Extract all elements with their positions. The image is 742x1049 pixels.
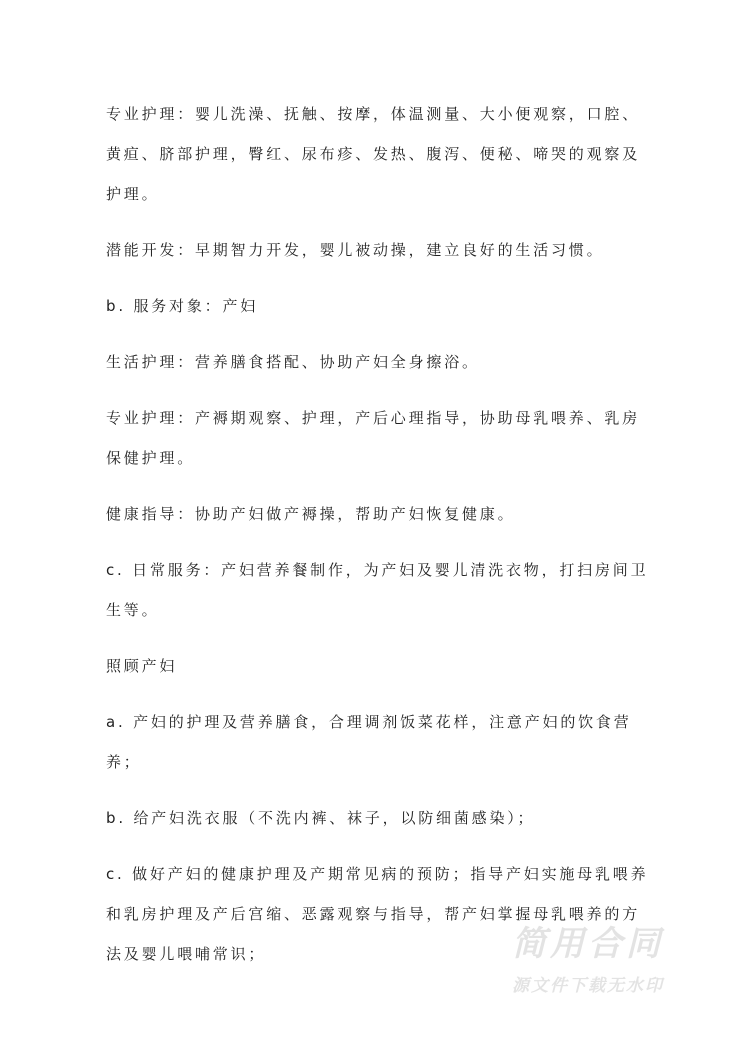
paragraph-life-care: 生活护理：营养膳食搭配、协助产妇全身擦浴。 (106, 353, 480, 371)
paragraph-potential-development: 潜能开发：早期智力开发，婴儿被动操，建立良好的生活习惯。 (106, 241, 605, 259)
document-body (106, 94, 651, 990)
section-heading-care-mother: 照顾产妇 (106, 657, 178, 675)
paragraph-daily-service: c. 日常服务：产妇营养餐制作，为产妇及婴儿清洗衣物，打扫房间卫生等。 (106, 561, 649, 619)
paragraph-infant-professional-care: 专业护理：婴儿洗澡、抚触、按摩，体温测量、大小便观察，口腔、黄疸、脐部护理，臀红、尿布疹、发热、腹泻、便秘、啼哭的观察及护理。 (106, 105, 641, 203)
paragraph-item-a: a. 产妇的护理及营养膳食，合理调剂饭菜花样，注意产妇的饮食营养； (106, 713, 632, 771)
paragraph-service-target: b. 服务对象：产妇 (106, 297, 259, 315)
paragraph-item-b: b. 给产妇洗衣服（不洗内裤、袜子，以防细菌感染）； (106, 809, 536, 827)
paragraph-item-c: c. 做好产妇的健康护理及产期常见病的预防；指导产妇实施母乳喂养和乳房护理及产后宫缩、恶露观察与指导，帮产妇掌握母乳喂养的方法及婴儿喂哺常识； (106, 865, 649, 963)
watermark-logo (512, 916, 664, 996)
paragraph-mother-professional-care: 专业护理：产褥期观察、护理，产后心理指导，协助母乳喂养、乳房保健护理。 (106, 409, 641, 467)
watermark-title: 简用合同 (512, 924, 664, 964)
watermark-subtitle: 源文件下载无水印 (512, 976, 664, 996)
paragraph-health-guidance: 健康指导：协助产妇做产褥操，帮助产妇恢复健康。 (106, 505, 516, 523)
